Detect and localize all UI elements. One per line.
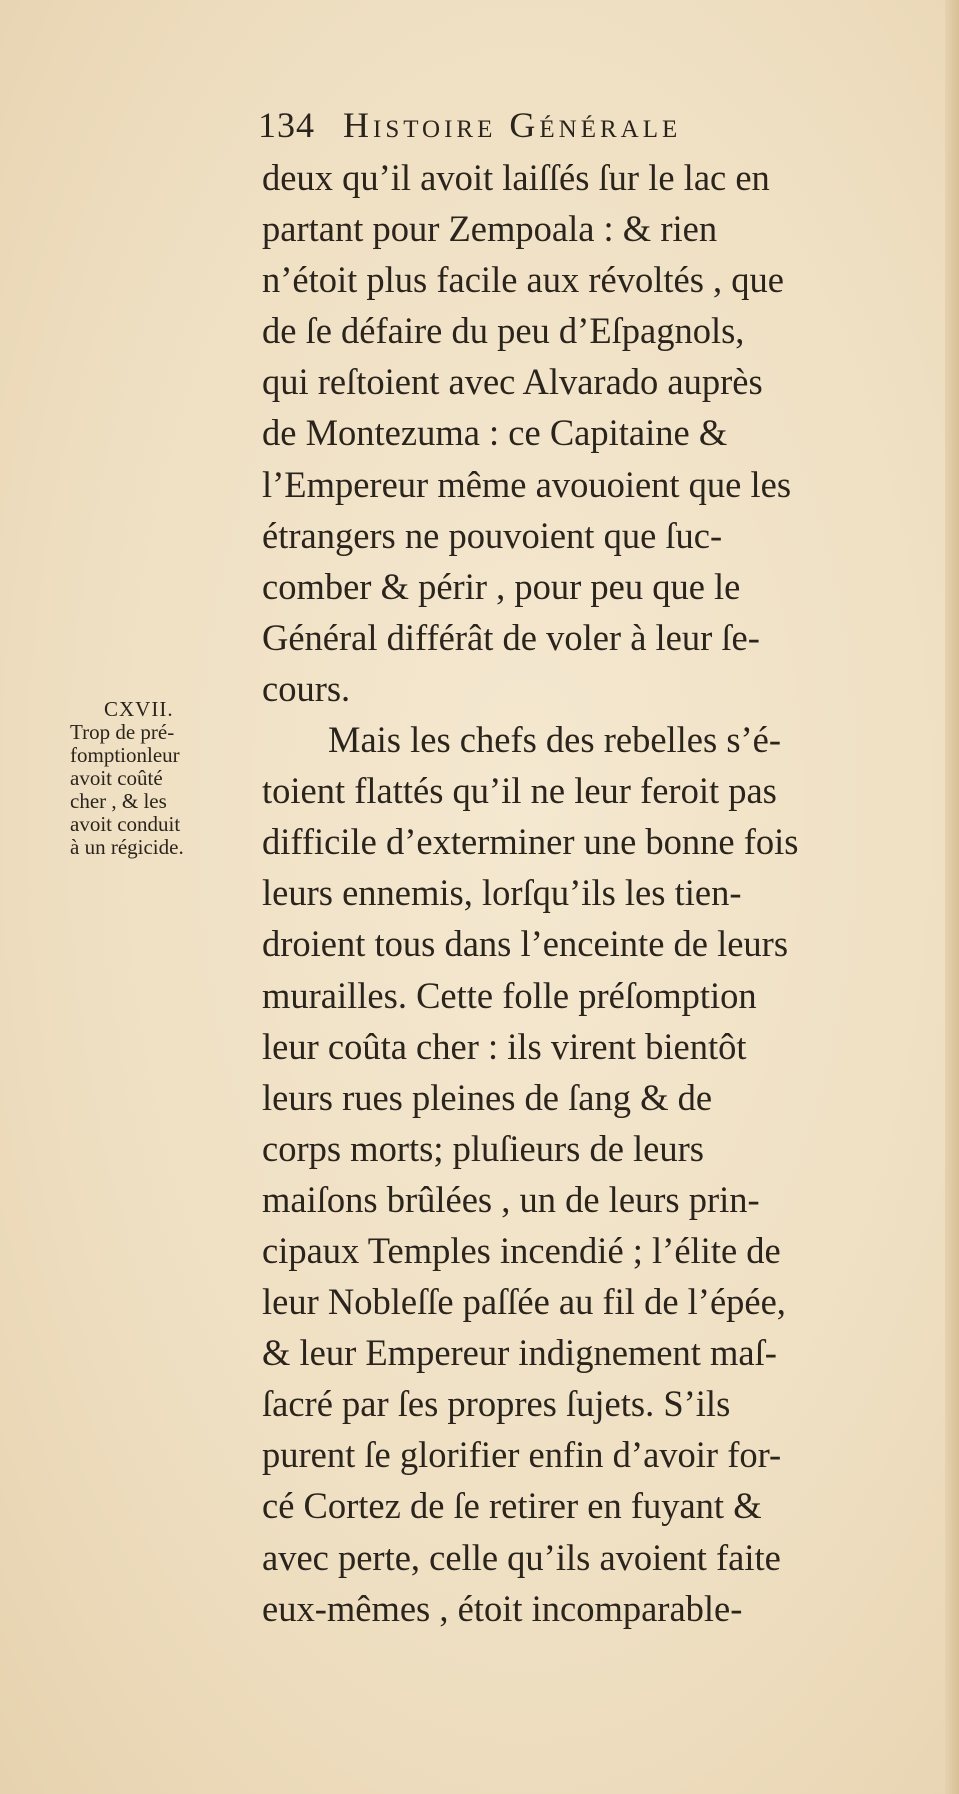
text-line: eux-mêmes , étoit incomparable- — [262, 1587, 743, 1629]
text-line: deux qu’il avoit laiſſés ſur le lac en — [262, 157, 770, 198]
text-line: comber & périr , pour peu que le — [262, 565, 741, 607]
text-line: l’Empereur même avouoient que les — [262, 463, 792, 505]
text-line: avec perte, celle qu’ils avoient faite — [262, 1536, 781, 1578]
margin-note-section-number: CXVII. — [104, 697, 174, 721]
text-line: leur Nobleſſe paſſée au fil de l’épée, — [262, 1281, 786, 1323]
text-line: ſacré par ſes propres ſujets. S’ils — [262, 1383, 731, 1425]
text-line: purent ſe glorifier enfin d’avoir for- — [262, 1434, 782, 1476]
text-line: corps morts; pluſieurs de leurs — [262, 1127, 704, 1169]
page-edge — [945, 0, 959, 1794]
text-line: de Montezuma : ce Capitaine & — [262, 412, 728, 454]
text-line: cipaux Temples incendié ; l’élite de — [262, 1229, 781, 1271]
paragraph-start-line: Mais les chefs des rebelles s’é- — [328, 719, 782, 761]
body-text — [262, 152, 932, 1634]
page-number: 134 — [258, 105, 315, 145]
margin-note-line: avoit coûté — [70, 766, 163, 790]
text-line: partant pour Zempoala : & rien — [262, 208, 718, 250]
text-line: murailles. Cette folle préſomption — [262, 974, 757, 1016]
text-line: difficile d’exterminer une bonne fois — [262, 821, 799, 863]
text-line: étrangers ne pouvoient que ſuc- — [262, 514, 723, 556]
margin-note-line: fomptionleur — [70, 743, 180, 767]
text-line: de ſe défaire du peu d’Eſpagnols, — [262, 310, 745, 352]
margin-note-line: cher , & les — [70, 789, 167, 813]
text-line: leurs ennemis, lorſqu’ils les tien- — [262, 872, 742, 914]
text-line: leur coûta cher : ils virent bientôt — [262, 1025, 747, 1067]
margin-note — [70, 698, 260, 859]
text-line: & leur Empereur indignement maſ- — [262, 1332, 777, 1374]
page-header — [258, 104, 918, 154]
text-line: droient tous dans l’enceinte de leurs — [262, 923, 789, 965]
text-line: leurs rues pleines de ſang & de — [262, 1076, 713, 1118]
text-line: cé Cortez de ſe retirer en fuyant & — [262, 1485, 762, 1527]
text-line: toient flattés qu’il ne leur feroit pas — [262, 770, 777, 812]
margin-note-line: Trop de pré- — [70, 720, 175, 744]
text-line: maiſons brûlées , un de leurs prin- — [262, 1178, 760, 1220]
running-head: Histoire Générale — [343, 105, 682, 145]
text-line: cours. — [262, 667, 351, 709]
text-line: n’étoit plus facile aux révoltés , que — [262, 259, 784, 301]
text-line: Général différât de voler à leur ſe- — [262, 616, 760, 658]
text-line: qui reſtoient avec Alvarado auprès — [262, 361, 763, 403]
margin-note-line: à un régicide. — [70, 835, 184, 859]
margin-note-line: avoit conduit — [70, 812, 181, 836]
